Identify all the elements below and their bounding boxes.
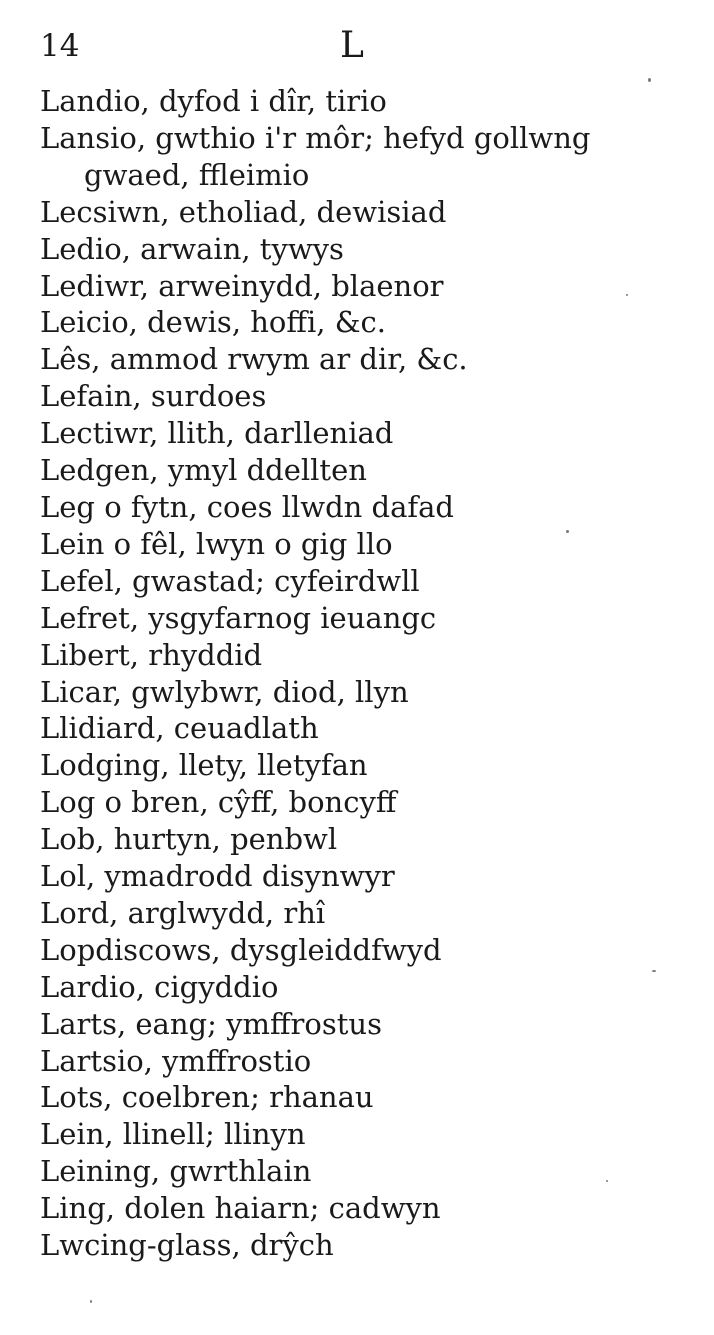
entry: Lein o fêl, lwyn o gig llo xyxy=(40,526,393,561)
entry: Lês, ammod rwym ar dir, &c. xyxy=(40,342,468,377)
entry: Ledgen, ymyl ddellten xyxy=(40,453,367,488)
entry: Lediwr, arweinydd, blaenor xyxy=(40,268,444,303)
entry: Lansio, gwthio i'r môr; hefyd gollwng gwaed, ffleimio xyxy=(40,120,591,192)
entry: Lectiwr, llith, darlleniad xyxy=(40,416,394,451)
entry: Leining, gwrthlain xyxy=(40,1154,312,1189)
print-speck xyxy=(626,294,628,296)
entry: Lecsiwn, etholiad, dewisiad xyxy=(40,194,447,229)
section-letter: L xyxy=(340,25,364,66)
entry: Ling, dolen haiarn; cadwyn xyxy=(40,1191,441,1226)
entry: Lodging, llety, lletyfan xyxy=(40,748,368,783)
print-speck xyxy=(648,78,651,82)
page-header xyxy=(40,22,680,70)
entry: Libert, rhyddid xyxy=(40,637,263,672)
entry: Log o bren, cŷff, boncyff xyxy=(40,785,397,820)
page-number: 14 xyxy=(40,28,80,64)
entry: Lob, hurtyn, penbwl xyxy=(40,822,338,857)
print-speck xyxy=(606,1180,608,1182)
print-speck xyxy=(652,970,656,972)
entry-list xyxy=(40,83,690,1264)
entry: Lefret, ysgyfarnog ieuangc xyxy=(40,600,437,635)
entry: Lopdiscows, dysgleiddfwyd xyxy=(40,932,442,967)
entry: Lwcing-glass, drŷch xyxy=(40,1228,334,1263)
entry: Lefain, surdoes xyxy=(40,379,267,414)
entry: Licar, gwlybwr, diod, llyn xyxy=(40,674,409,709)
entry: Lartsio, ymffrostio xyxy=(40,1043,312,1078)
entry: Lein, llinell; llinyn xyxy=(40,1117,306,1152)
entry: Lardio, cigyddio xyxy=(40,969,279,1004)
entry: Larts, eang; ymffrostus xyxy=(40,1006,382,1041)
entry: Lots, coelbren; rhanau xyxy=(40,1080,374,1115)
print-speck xyxy=(566,530,569,533)
entry: Lord, arglwydd, rhî xyxy=(40,895,326,930)
print-speck xyxy=(90,1300,92,1303)
entry: Ledio, arwain, tywys xyxy=(40,231,344,266)
entry: Leg o fytn, coes llwdn dafad xyxy=(40,489,455,524)
entry: Llidiard, ceuadlath xyxy=(40,711,319,746)
entry: Landio, dyfod i dîr, tirio xyxy=(40,84,387,118)
entry: Lefel, gwastad; cyfeirdwll xyxy=(40,563,420,598)
entry: Leicio, dewis, hoffi, &c. xyxy=(40,305,386,340)
entry: Lol, ymadrodd disynwyr xyxy=(40,859,395,894)
